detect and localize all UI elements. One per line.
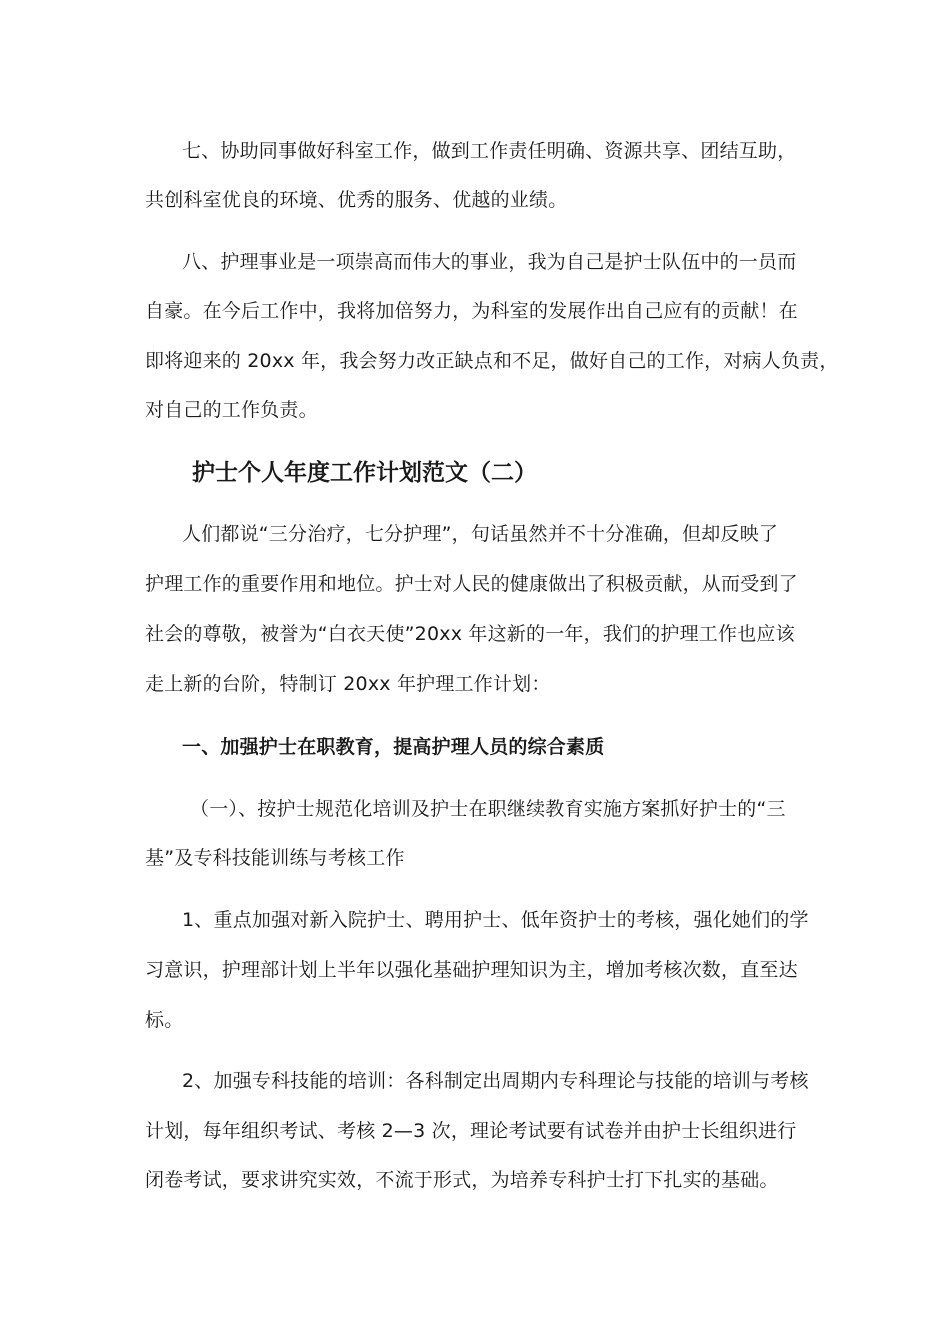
text-line: 走上新的台阶，特制订 20xx 年护理工作计划： xyxy=(145,673,551,695)
text-line: 人们都说“三分治疗，七分护理”，句话虽然并不十分准确，但却反映了 xyxy=(182,523,779,545)
text-line: （一）、按护士规范化培训及护士在职继续教育实施方案抓好护士的“三 xyxy=(190,798,786,820)
text-line: 2、加强专科技能的培训：各科制定出周期内专科理论与技能的培训与考核 xyxy=(182,1070,809,1092)
text-line: 社会的尊敬，被誉为“白衣天使”20xx 年这新的一年，我们的护理工作也应该 xyxy=(145,623,795,645)
section-heading: 一、加强护士在职教育，提高护理人员的综合素质 xyxy=(182,736,605,758)
text-line: 自豪。在今后工作中，我将加倍努力，为科室的发展作出自己应有的贡献！在 xyxy=(145,300,798,322)
text-line: 八、护理事业是一项崇高而伟大的事业，我为自己是护士队伍中的一员而 xyxy=(182,251,797,273)
text-line: 习意识，护理部计划上半年以强化基础护理知识为主，增加考核次数，直至达 xyxy=(145,959,798,981)
text-line: 计划，每年组织考试、考核 2—3 次，理论考试要有试卷并由护士长组织进行 xyxy=(145,1120,797,1142)
text-line: 1、重点加强对新入院护士、聘用护士、低年资护士的考核，强化她们的学 xyxy=(182,909,809,931)
text-line: 基”及专科技能训练与考核工作 xyxy=(145,847,405,869)
text-line: 标。 xyxy=(145,1009,184,1031)
text-line: 闭卷考试，要求讲究实效，不流于形式，为培养专科护士打下扎实的基础。 xyxy=(145,1169,779,1191)
text-line: 共创科室优良的环境、优秀的服务、优越的业绩。 xyxy=(145,189,568,211)
text-line: 即将迎来的 20xx 年，我会努力改正缺点和不足，做好自己的工作，对病人负责， xyxy=(145,350,839,372)
text-line: 对自己的工作负责。 xyxy=(145,399,318,421)
text-line: 护理工作的重要作用和地位。护士对人民的健康做出了积极贡献，从而受到了 xyxy=(145,573,798,595)
text-line: 七、协助同事做好科室工作，做到工作责任明确、资源共享、团结互助， xyxy=(182,140,797,162)
document-title: 护士个人年度工作计划范文（二） xyxy=(192,459,537,486)
